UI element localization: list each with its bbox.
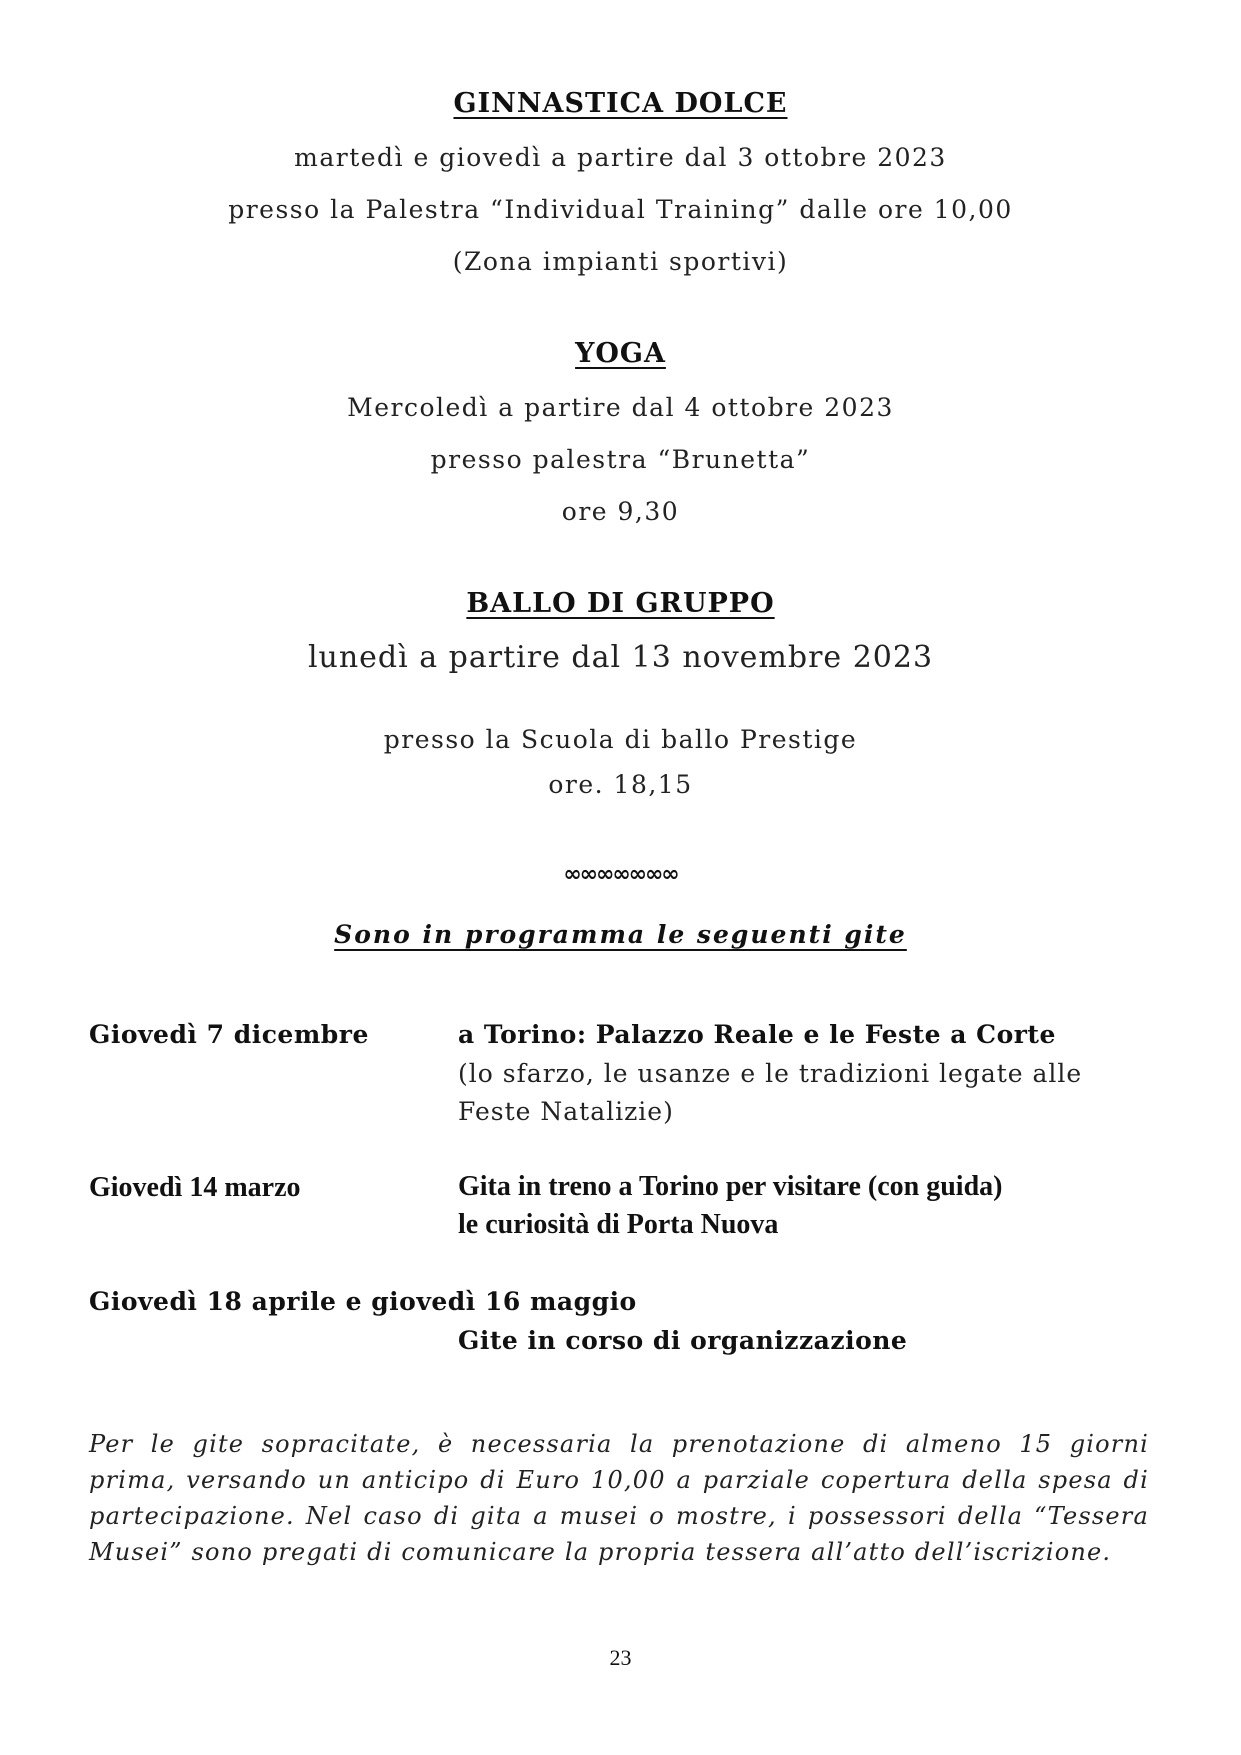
course-line: lunedì a partire dal 13 novembre 2023: [307, 640, 934, 675]
ornament-divider: ∞∞∞∞∞∞∞: [563, 862, 678, 887]
course-line: ore 9,30: [561, 497, 680, 526]
course-line: martedì e giovedì a partire dal 3 ottobre 2023: [294, 143, 947, 172]
course-line: presso la Scuola di ballo Prestige: [383, 725, 858, 754]
course-title-yoga: YOGA: [575, 338, 666, 369]
trip-note: Feste Natalizie): [458, 1097, 674, 1126]
trip-destination: Gita in treno a Torino per visitare (con guida): [458, 1171, 1003, 1202]
trip-date: Giovedì 7 dicembre: [89, 1020, 369, 1049]
page-number: 23: [609, 1645, 632, 1670]
trip-destination: a Torino: Palazzo Reale e le Feste a Corte: [458, 1020, 1056, 1049]
course-line: ore. 18,15: [548, 770, 693, 799]
course-line: presso palestra “Brunetta”: [430, 445, 811, 474]
trip-date: Giovedì 18 aprile e giovedì 16 maggio: [89, 1287, 637, 1316]
trip-destination: Gite in corso di organizzazione: [458, 1326, 908, 1355]
course-line: (Zona impianti sportivi): [452, 247, 789, 276]
trip-date: Giovedì 14 marzo: [89, 1172, 301, 1203]
trips-heading: Sono in programma le seguenti gite: [334, 920, 907, 949]
course-line: presso la Palestra “Individual Training” dalle ore 10,00: [228, 195, 1013, 224]
course-line: Mercoledì a partire dal 4 ottobre 2023: [347, 393, 894, 422]
trip-destination: le curiosità di Porta Nuova: [458, 1209, 779, 1240]
course-title-ballo-di-gruppo: BALLO DI GRUPPO: [466, 588, 775, 619]
course-title-ginnastica-dolce: GINNASTICA DOLCE: [453, 88, 788, 119]
trip-note: (lo sfarzo, le usanze e le tradizioni legate alle: [458, 1059, 1083, 1088]
booking-footnote: Per le gite sopracitate, è necessaria la prenotazione di almeno 15 giorni prima, versando un anticipo di Euro 10,00 a parziale copertura della spesa di partecipazione. Nel caso di gita a musei o mostre, i possessori della “Tessera Musei” sono pregati di comunicare la propria tessera all’atto dell’iscrizione.: [89, 1430, 1149, 1566]
